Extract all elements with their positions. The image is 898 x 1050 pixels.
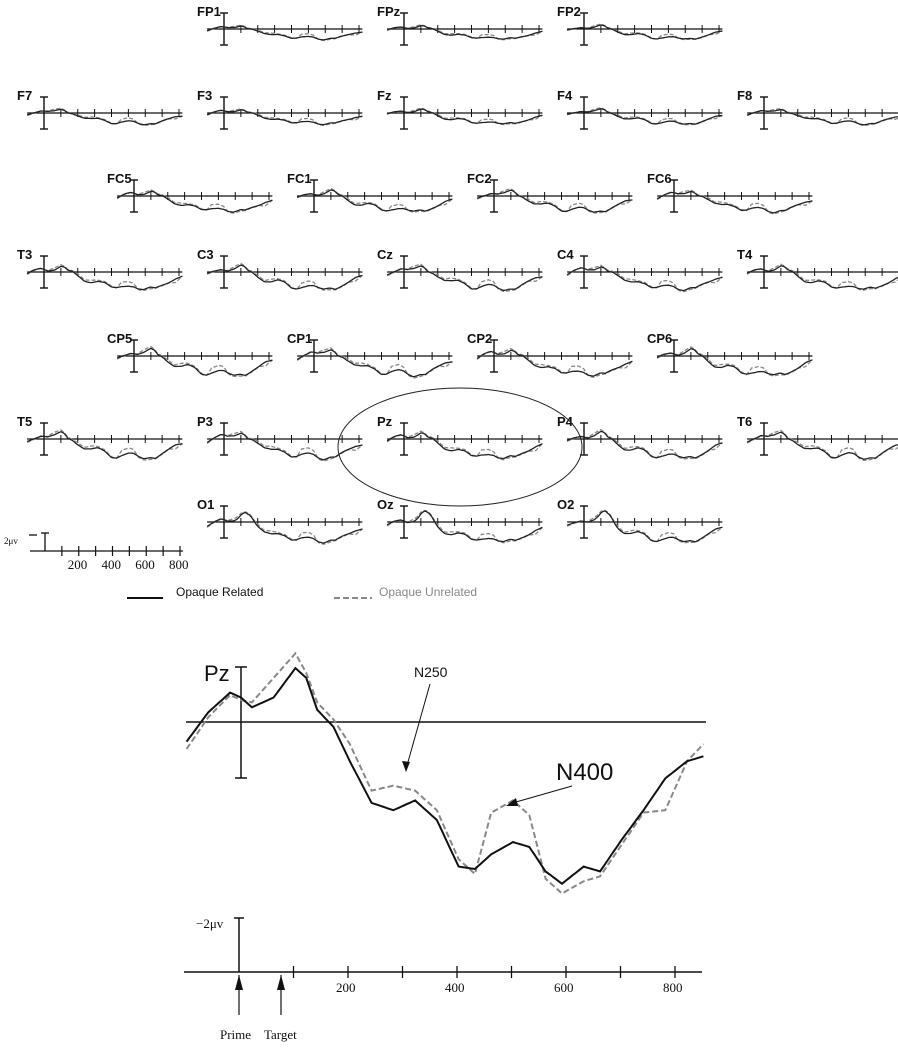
annotation-n250-arrow bbox=[406, 684, 430, 769]
electrode-panel-o2 bbox=[557, 497, 722, 543]
electrode-panel-p3 bbox=[197, 414, 362, 461]
trace-related-fc2 bbox=[477, 190, 632, 212]
trace-related-t5 bbox=[27, 432, 182, 459]
electrode-label-c4: C4 bbox=[557, 247, 574, 262]
enlarged-scale-label: −2μv bbox=[196, 916, 224, 931]
electrode-label-p3: P3 bbox=[197, 414, 213, 429]
electrode-label-cp6: CP6 bbox=[647, 331, 673, 346]
electrode-panel-t5 bbox=[17, 414, 182, 460]
scale-tick-label-800: 800 bbox=[169, 557, 189, 572]
electrode-label-cz: Cz bbox=[377, 247, 393, 262]
trace-unrelated-cp5 bbox=[117, 347, 272, 377]
trace-unrelated-t6 bbox=[747, 430, 898, 460]
legend-label-related: Opaque Related bbox=[176, 585, 264, 599]
electrode-label-fc5: FC5 bbox=[107, 171, 132, 186]
electrode-panel-f8 bbox=[737, 88, 898, 129]
electrode-panel-f4 bbox=[557, 88, 722, 129]
electrode-label-fp2: FP2 bbox=[557, 4, 581, 19]
trace-related-fpz bbox=[387, 26, 542, 39]
electrode-panel-o1 bbox=[197, 497, 362, 544]
trace-related-fc5 bbox=[117, 191, 272, 212]
trace-related-oz bbox=[387, 511, 542, 541]
annotation-n250: N250 bbox=[414, 664, 448, 680]
legend-label-unrelated: Opaque Unrelated bbox=[379, 585, 478, 599]
trace-related-f4 bbox=[567, 109, 722, 124]
electrode-panel-cp5 bbox=[107, 331, 272, 376]
trace-related-fc6 bbox=[657, 191, 812, 212]
electrode-panel-fc2 bbox=[467, 171, 632, 213]
trace-unrelated-fc1 bbox=[297, 189, 452, 213]
electrode-panel-c4 bbox=[557, 247, 722, 292]
legend bbox=[127, 585, 477, 599]
electrode-panel-pz bbox=[377, 414, 542, 460]
electrode-label-f7: F7 bbox=[17, 88, 33, 103]
electrode-panel-oz bbox=[377, 497, 542, 543]
trace-related-t6 bbox=[747, 432, 898, 459]
enlarged-tick-label-400: 400 bbox=[445, 980, 465, 995]
trace-related-o1 bbox=[207, 513, 362, 544]
annotation-n400: N400 bbox=[556, 759, 614, 786]
marker-prime-label: Prime bbox=[220, 1027, 252, 1042]
scale-tick-label-600: 600 bbox=[135, 557, 155, 572]
small-scale-label: 2μv bbox=[4, 536, 18, 546]
trace-related-cz bbox=[387, 266, 542, 290]
electrode-panel-fz bbox=[377, 88, 542, 129]
electrode-panel-fc6 bbox=[647, 171, 812, 214]
enlarged-pz-plot bbox=[184, 653, 706, 1042]
electrode-label-o2: O2 bbox=[557, 497, 575, 512]
electrode-label-c3: C3 bbox=[197, 247, 214, 262]
trace-unrelated-p4 bbox=[567, 430, 722, 459]
marker-target bbox=[264, 975, 297, 1042]
electrode-label-pz: Pz bbox=[377, 414, 393, 429]
trace-unrelated-c3 bbox=[207, 264, 362, 291]
electrode-label-o1: O1 bbox=[197, 497, 215, 512]
electrode-label-t3: T3 bbox=[17, 247, 33, 262]
scale-tick-label-400: 400 bbox=[101, 557, 121, 572]
small-scale-axis bbox=[4, 533, 189, 572]
electrode-label-t6: T6 bbox=[737, 414, 753, 429]
electrode-label-cp2: CP2 bbox=[467, 331, 493, 346]
electrode-label-fp1: FP1 bbox=[197, 4, 221, 19]
electrode-label-p4: P4 bbox=[557, 414, 573, 429]
enlarged-tick-label-600: 600 bbox=[554, 980, 574, 995]
enlarged-title: Pz bbox=[204, 661, 230, 686]
electrode-panel-cp2 bbox=[467, 331, 632, 377]
electrode-panel-cp1 bbox=[287, 331, 452, 378]
trace-unrelated-fp2 bbox=[567, 24, 722, 40]
electrode-panel-fpz bbox=[377, 4, 542, 45]
trace-related-o2 bbox=[567, 511, 722, 542]
electrode-panel-fc5 bbox=[107, 171, 272, 213]
electrode-panel-cz bbox=[377, 247, 542, 292]
marker-prime bbox=[220, 975, 251, 1042]
electrode-panel-fp2 bbox=[557, 4, 722, 45]
series-line-opaque-unrelated bbox=[187, 653, 704, 893]
electrode-label-t4: T4 bbox=[737, 247, 753, 262]
scale-tick-label-200: 200 bbox=[67, 557, 88, 572]
electrode-label-fpz: FPz bbox=[377, 4, 401, 19]
trace-unrelated-cp6 bbox=[657, 347, 812, 376]
pz-highlight-ellipse bbox=[338, 388, 582, 506]
electrode-label-fz: Fz bbox=[377, 88, 392, 103]
electrode-panel-t3 bbox=[17, 247, 182, 291]
electrode-label-cp5: CP5 bbox=[107, 331, 133, 346]
series-line-opaque-related bbox=[187, 668, 704, 884]
electrode-panel-t6 bbox=[737, 414, 898, 460]
electrode-label-f4: F4 bbox=[557, 88, 573, 103]
electrode-label-fc2: FC2 bbox=[467, 171, 492, 186]
enlarged-tick-label-200: 200 bbox=[336, 980, 356, 995]
electrode-label-fc6: FC6 bbox=[647, 171, 672, 186]
electrode-label-oz: Oz bbox=[377, 497, 394, 512]
electrode-panel-f7 bbox=[17, 88, 182, 129]
electrode-panel-fc1 bbox=[287, 171, 452, 212]
electrode-panel-f3 bbox=[197, 88, 362, 129]
enlarged-tick-label-800: 800 bbox=[663, 980, 683, 995]
electrode-grid bbox=[17, 4, 898, 544]
marker-target-label: Target bbox=[264, 1027, 297, 1042]
electrode-label-t5: T5 bbox=[17, 414, 33, 429]
electrode-label-f3: F3 bbox=[197, 88, 213, 103]
trace-unrelated-cp2 bbox=[477, 349, 632, 378]
trace-related-c4 bbox=[567, 267, 722, 291]
electrode-panel-cp6 bbox=[647, 331, 812, 376]
annotation-n400-arrow bbox=[509, 786, 572, 804]
electrode-label-cp1: CP1 bbox=[287, 331, 313, 346]
trace-unrelated-o1 bbox=[207, 512, 362, 544]
electrode-panel-fp1 bbox=[197, 4, 362, 45]
trace-related-fz bbox=[387, 109, 542, 124]
trace-unrelated-fc5 bbox=[117, 190, 272, 213]
trace-unrelated-oz bbox=[387, 511, 542, 543]
electrode-label-f8: F8 bbox=[737, 88, 753, 103]
electrode-panel-t4 bbox=[737, 247, 898, 290]
trace-related-cp1 bbox=[297, 350, 452, 377]
trace-related-f8 bbox=[747, 110, 898, 125]
trace-unrelated-pz bbox=[387, 431, 542, 460]
trace-unrelated-o2 bbox=[567, 510, 722, 542]
electrode-label-fc1: FC1 bbox=[287, 171, 312, 186]
trace-unrelated-t4 bbox=[747, 264, 898, 290]
trace-related-f7 bbox=[27, 109, 182, 124]
trace-related-fp2 bbox=[567, 25, 722, 39]
electrode-panel-c3 bbox=[197, 247, 362, 290]
